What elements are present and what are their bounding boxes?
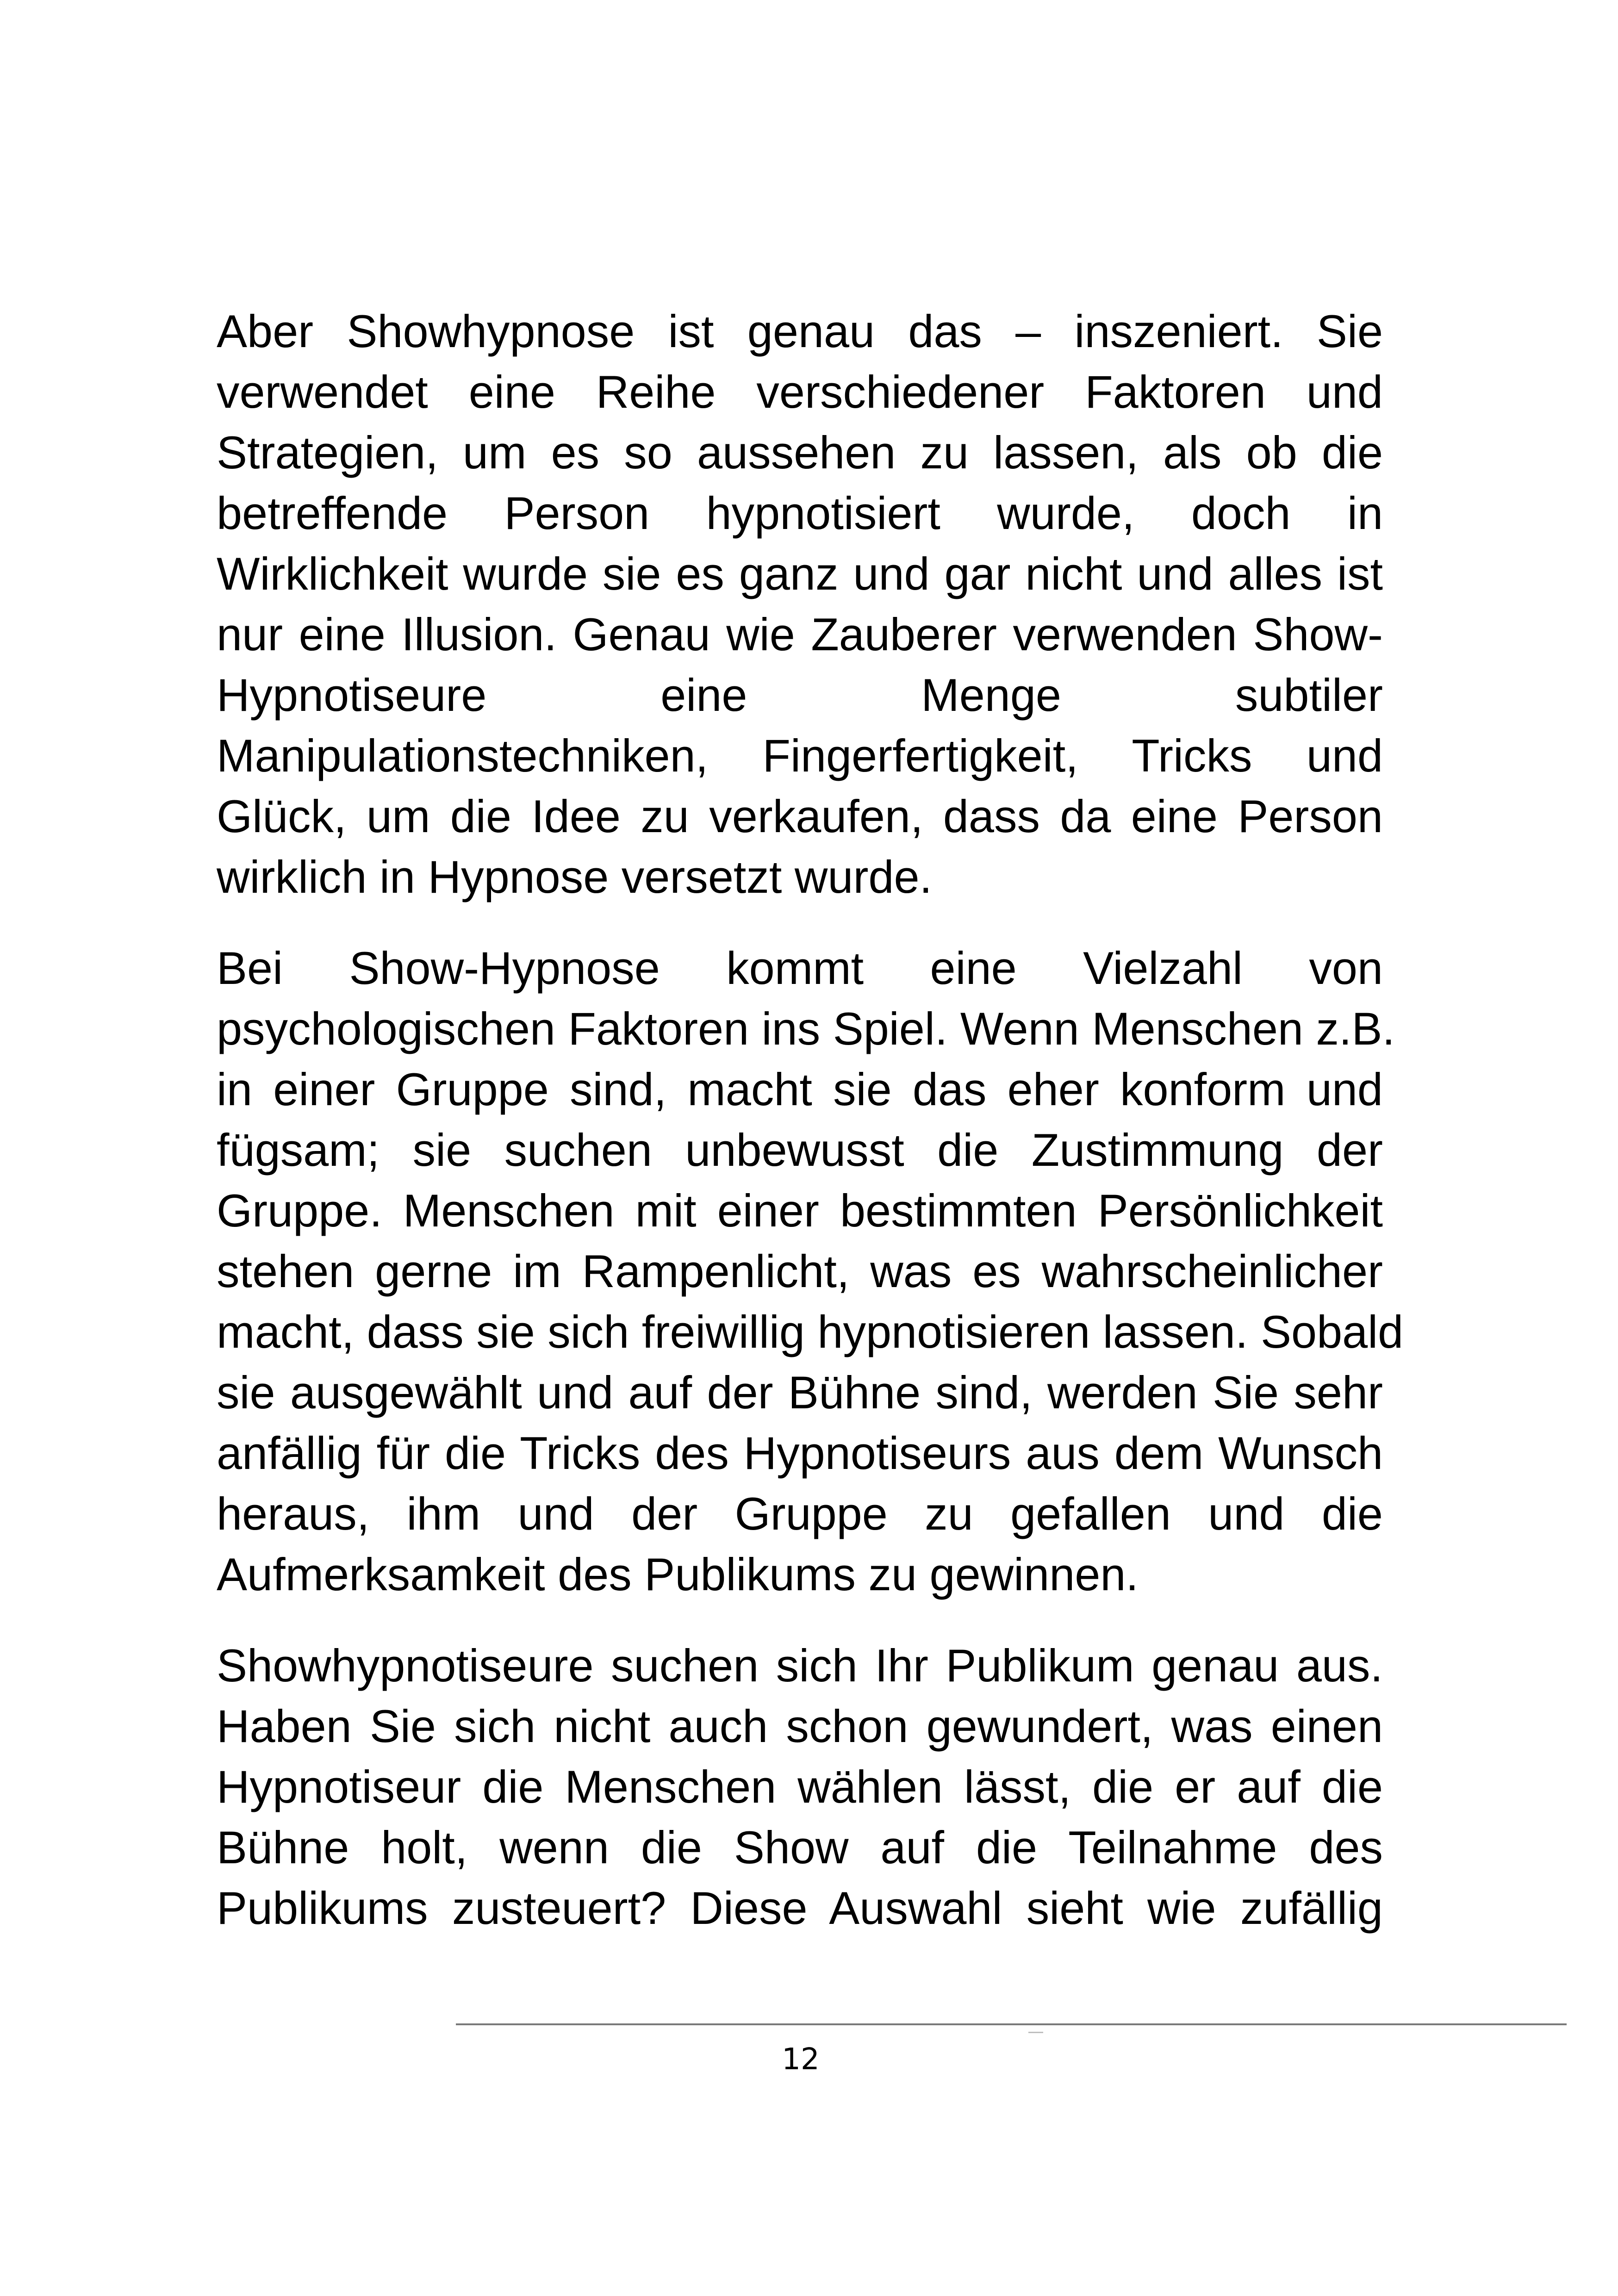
paragraph [217, 301, 1383, 907]
footer-mark [1028, 2032, 1043, 2033]
text-line: psychologischen Faktoren ins Spiel. Wenn Menschen z.B. [217, 1003, 1395, 1054]
text-line: Glück, um die Idee zu verkaufen, dass da eine Person [217, 790, 1383, 842]
text-line: Hypnotiseur die Menschen wählen lässt, die er auf die [217, 1761, 1383, 1812]
text-line: verwendet eine Reihe verschiedener Faktoren und [217, 366, 1383, 417]
text-line: Bei Show-Hypnose kommt eine Vielzahl von [217, 942, 1383, 994]
footer-divider [456, 2023, 1567, 2025]
text-line: betreffende Person hypnotisiert wurde, doch in [217, 487, 1383, 539]
text-line: Hypnotiseure eine Menge subtiler [217, 669, 1383, 721]
text-line: Aufmerksamkeit des Publikums zu gewinnen. [217, 1549, 1139, 1600]
body-text [217, 301, 1404, 1969]
text-line: stehen gerne im Rampenlicht, was es wahrscheinlicher [217, 1245, 1383, 1297]
text-line: Bühne holt, wenn die Show auf die Teilnahme des [217, 1822, 1383, 1873]
page-number: 12 [782, 2042, 820, 2077]
text-line: Showhypnotiseure suchen sich Ihr Publikum genau aus. [217, 1640, 1383, 1691]
text-line: Wirklichkeit wurde sie es ganz und gar nicht und alles ist [217, 548, 1383, 599]
text-line: fügsam; sie suchen unbewusst die Zustimmung der [217, 1124, 1383, 1176]
text-line: wirklich in Hypnose versetzt wurde. [217, 851, 933, 902]
text-line: sie ausgewählt und auf der Bühne sind, werden Sie sehr [217, 1367, 1383, 1418]
text-line: macht, dass sie sich freiwillig hypnotisieren lassen. Sobald [217, 1306, 1404, 1357]
text-line: Gruppe. Menschen mit einer bestimmten Persönlichkeit [217, 1185, 1383, 1236]
text-line: heraus, ihm und der Gruppe zu gefallen und die [217, 1488, 1383, 1539]
text-line: in einer Gruppe sind, macht sie das eher konform und [217, 1064, 1383, 1115]
text-line: Haben Sie sich nicht auch schon gewundert, was einen [217, 1700, 1383, 1752]
text-line: Aber Showhypnose ist genau das – inszeniert. Sie [217, 305, 1383, 357]
text-line: Strategien, um es so aussehen zu lassen, als ob die [217, 427, 1383, 478]
paragraph [217, 938, 1404, 1605]
text-line: Publikums zusteuert? Diese Auswahl sieht wie zufällig [217, 1882, 1383, 1934]
text-line: nur eine Illusion. Genau wie Zauberer verwenden Show- [217, 609, 1383, 660]
text-line: anfällig für die Tricks des Hypnotiseurs aus dem Wunsch [217, 1427, 1383, 1479]
text-line: Manipulationstechniken, Fingerfertigkeit, Tricks und [217, 730, 1383, 781]
paragraph [217, 1635, 1383, 1938]
